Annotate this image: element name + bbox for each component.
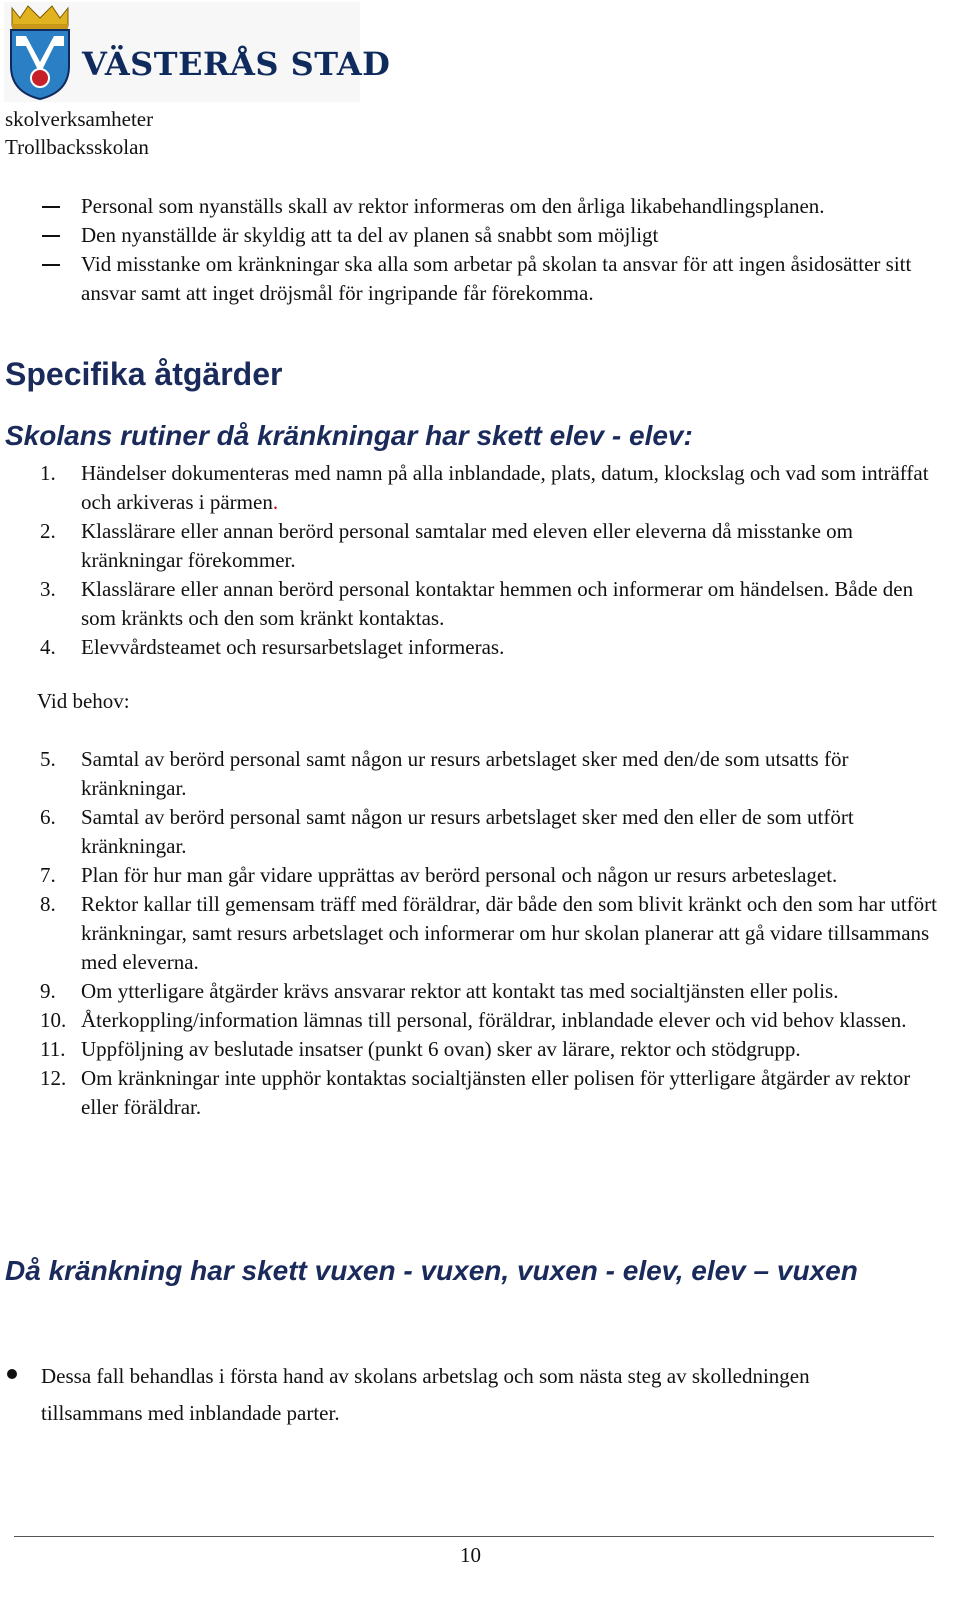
list-item	[0, 803, 951, 861]
list-number: 11.	[40, 1037, 66, 1061]
list-number: 10.	[40, 1008, 67, 1032]
list-item	[0, 575, 951, 633]
intro-item	[0, 250, 951, 308]
bullet-dot-icon	[7, 1369, 17, 1379]
list-item	[0, 745, 951, 803]
list-item	[0, 633, 951, 662]
list-item-text: Händelser dokumenteras med namn på alla inblandade, plats, datum, klockslag och vad som inträffat och arkiveras i pärmen	[81, 461, 929, 514]
department-line: skolverksamheter	[5, 107, 154, 131]
list-item-text: Samtal av berörd personal samt någon ur resurs arbetslaget sker med den eller de som utfört kränkningar.	[81, 805, 854, 858]
list-item	[0, 977, 951, 1006]
footer-divider	[14, 1536, 934, 1537]
list-number: 12.	[40, 1066, 67, 1090]
header-logo	[4, 2, 391, 102]
list-number: 1.	[40, 461, 56, 485]
dash-bullet-icon	[42, 235, 60, 237]
intro-item-text: Personal som nyanställs skall av rektor informeras om den årliga likabehandlingsplanen.	[81, 194, 825, 218]
list-item-text: Klasslärare eller annan berörd personal samtalar med eleven eller eleverna då misstanke om kränkningar förekommer.	[81, 519, 853, 572]
list-number: 8.	[40, 892, 56, 916]
intro-item-text: Vid misstanke om kränkningar ska alla som arbetar på skolan ta ansvar för att ingen åsidosätter sitt ansvar samt att inget dröjsmål för ingripande får förekomma.	[81, 252, 912, 305]
list-item-text: Om ytterligare åtgärder krävs ansvarar rektor att kontakt tas med socialtjänsten eller polis.	[81, 979, 839, 1003]
intro-item-text: Den nyanställde är skyldig att ta del av planen så snabbt som möjligt	[81, 223, 659, 247]
bullet-text: Dessa fall behandlas i första hand av skolans arbetslag och som nästa steg av skolledningen tillsammans med inblandade parter.	[41, 1364, 810, 1425]
vid-behov-label: Vid behov:	[37, 689, 130, 713]
list-item	[0, 1035, 951, 1064]
section-title: Specifika åtgärder	[5, 356, 283, 392]
list-item	[0, 1064, 951, 1122]
list-item	[0, 890, 951, 977]
intro-item	[0, 221, 951, 250]
list-item-text: Rektor kallar till gemensam träff med föräldrar, där både den som blivit kränkt och den som har utfört kränkningar, samt resurs arbetslaget och informerar om hur skolan planerar att gå vidare tillsammans med eleverna.	[81, 892, 938, 974]
list-item	[0, 861, 951, 890]
school-name: Trollbacksskolan	[5, 135, 149, 159]
list-number: 5.	[40, 747, 56, 771]
subsection-title-vuxen: Då kränkning har skett vuxen - vuxen, vuxen - elev, elev – vuxen	[5, 1255, 858, 1286]
list-number: 2.	[40, 519, 56, 543]
list-number: 7.	[40, 863, 56, 887]
page-number: 10	[460, 1543, 481, 1567]
intro-item	[0, 192, 951, 221]
list-item-text: Plan för hur man går vidare upprättas av berörd personal och någon ur resurs arbeteslaget.	[81, 863, 838, 887]
dash-bullet-icon	[42, 264, 60, 266]
bullet-item	[0, 1358, 960, 1432]
list-item-text: Elevvårdsteamet och resursarbetslaget informeras.	[81, 635, 505, 659]
list-item-period: .	[272, 490, 279, 514]
list-item	[0, 1006, 951, 1035]
list-item-text: Samtal av berörd personal samt någon ur resurs arbetslaget sker med den/de som utsatts för kränkningar.	[81, 747, 849, 800]
list-item-text: Klasslärare eller annan berörd personal kontaktar hemmen och informerar om händelsen. Både den som kränkts och den som kränkt kontaktas.	[81, 577, 914, 630]
list-item-text: Återkoppling/information lämnas till personal, föräldrar, inblandade elever och vid behov klassen.	[81, 1008, 907, 1032]
coat-of-arms-icon	[6, 2, 74, 100]
list-number: 6.	[40, 805, 56, 829]
department-block	[5, 105, 153, 161]
list-item-text: Om kränkningar inte upphör kontaktas socialtjänsten eller polisen för ytterligare åtgärder av rektor eller föräldrar.	[81, 1066, 911, 1119]
list-number: 9.	[40, 979, 56, 1003]
list-item	[0, 459, 951, 517]
list-number: 3.	[40, 577, 56, 601]
brand-name: VÄSTERÅS STAD	[82, 45, 391, 83]
dash-bullet-icon	[42, 206, 60, 208]
list-item	[0, 517, 951, 575]
intro-list	[0, 192, 960, 308]
list-item-text: Uppföljning av beslutade insatser (punkt 6 ovan) sker av lärare, rektor och stödgrupp.	[81, 1037, 801, 1061]
steps-list-b	[0, 745, 960, 1122]
list-number: 4.	[40, 635, 56, 659]
steps-list-a	[0, 459, 960, 662]
subsection-title-elev: Skolans rutiner då kränkningar har skett elev - elev:	[5, 420, 693, 451]
